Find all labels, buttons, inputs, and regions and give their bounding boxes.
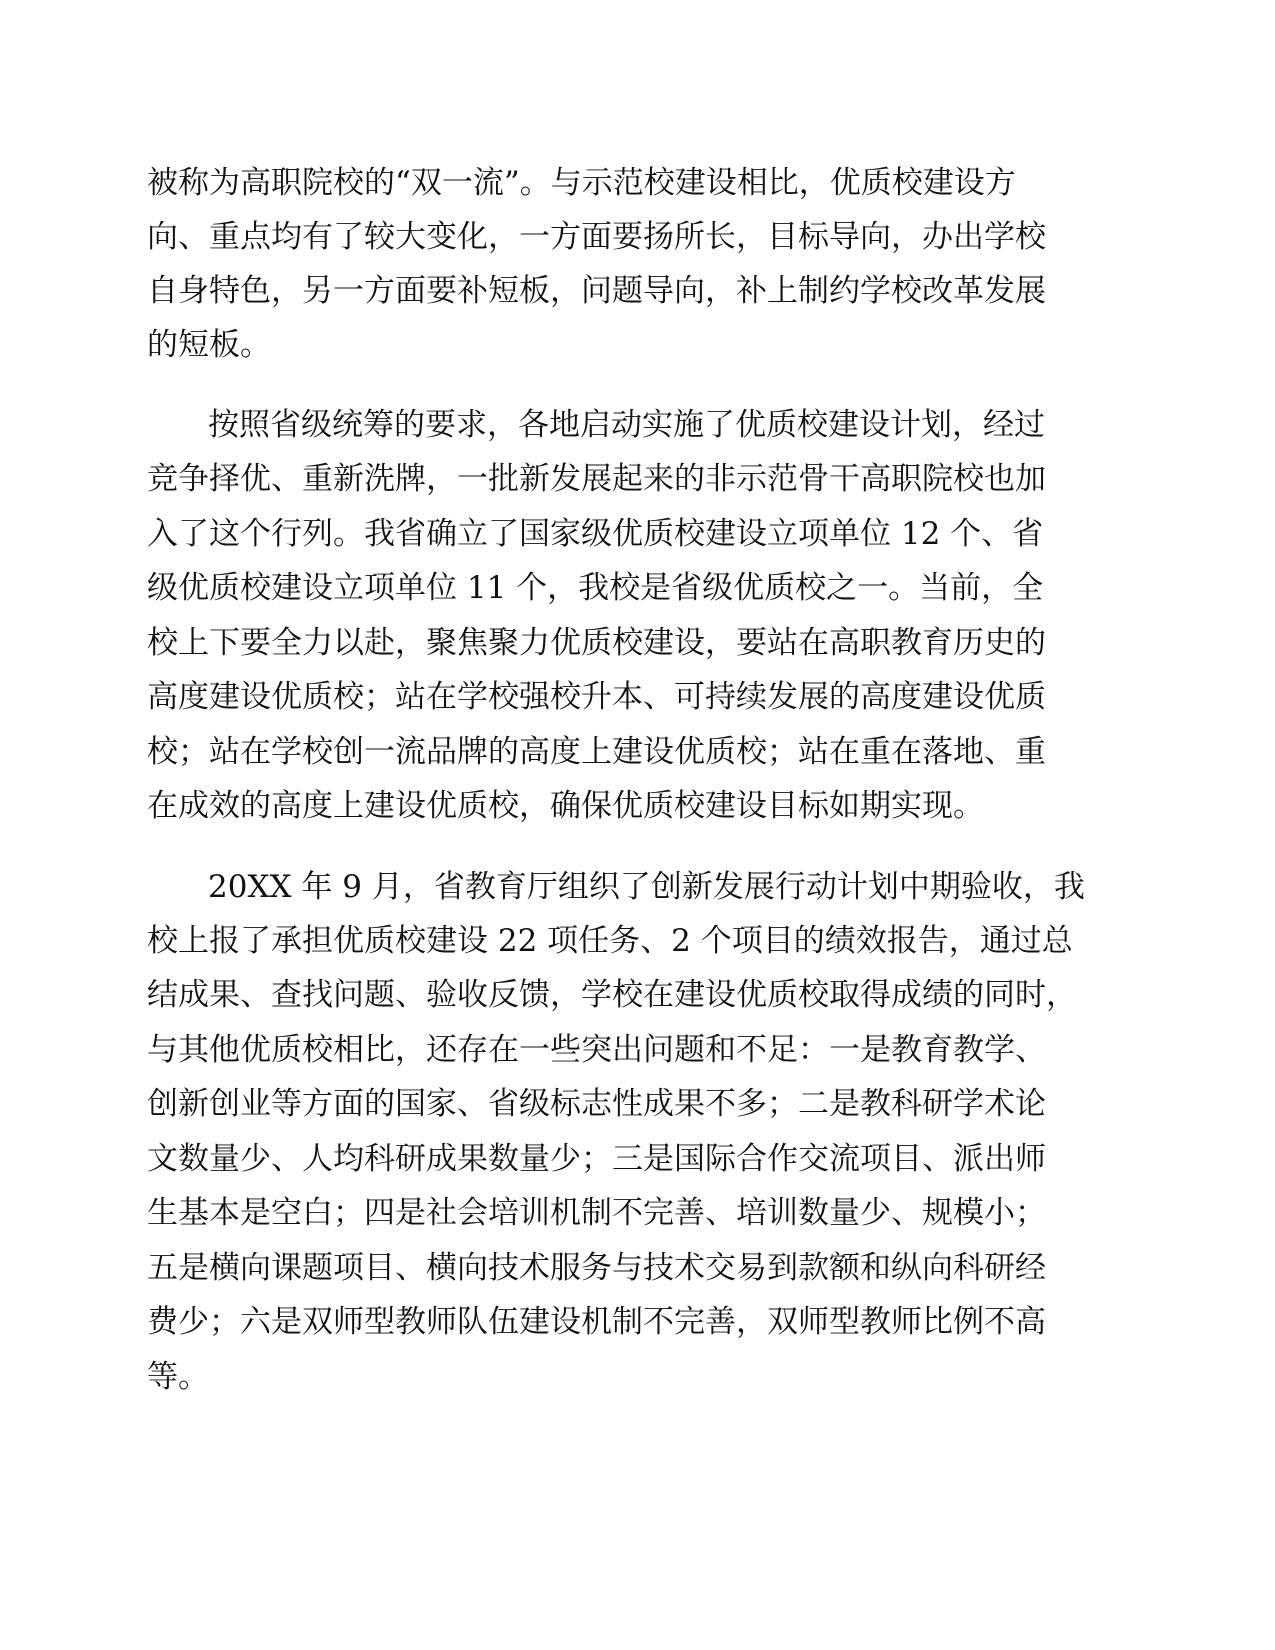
- body-text-line: [0, 1188, 1275, 1238]
- body-text-line: [0, 970, 1275, 1020]
- line-text: 高度建设优质校；站在学校强校升本、可持续发展的高度建设优质: [147, 679, 1046, 715]
- body-text-line: [0, 454, 1275, 504]
- line-text: 等。: [147, 1359, 209, 1395]
- body-text-line: [0, 400, 1275, 450]
- line-text: 竞争择优、重新洗牌，一批新发展起来的非示范骨干高职院校也加: [147, 461, 1046, 497]
- line-text: 在成效的高度上建设优质校，确保优质校建设目标如期实现。: [147, 788, 984, 824]
- body-text-line: [0, 158, 1275, 208]
- line-text: 自身特色，另一方面要补短板，问题导向，补上制约学校改革发展: [147, 273, 1046, 309]
- body-text-line: [0, 1079, 1275, 1129]
- line-text: 五是横向课题项目、横向技术服务与技术交易到款额和纵向科研经: [147, 1250, 1046, 1286]
- line-text: 费少；六是双师型教师队伍建设机制不完善，双师型教师比例不高: [147, 1304, 1046, 1340]
- line-text: 生基本是空白；四是社会培训机制不完善、培训数量少、规模小；: [147, 1195, 1046, 1231]
- line-text: 入了这个行列。我省确立了国家级优质校建设立项单位 12 个、省: [147, 516, 1044, 552]
- line-text: 校；站在学校创一流品牌的高度上建设优质校；站在重在落地、重: [147, 734, 1046, 770]
- body-text-line: [0, 563, 1275, 613]
- body-text-line: [0, 916, 1275, 966]
- body-text-line: [0, 1297, 1275, 1347]
- body-text-line: [0, 727, 1275, 777]
- body-text-line: [0, 1352, 1275, 1402]
- line-text: 与其他优质校相比，还存在一些突出问题和不足：一是教育教学、: [147, 1032, 1046, 1068]
- line-text: 结成果、查找问题、验收反馈，学校在建设优质校取得成绩的同时，: [147, 977, 1077, 1013]
- body-text-line: [0, 266, 1275, 316]
- body-text-line: [0, 781, 1275, 831]
- line-text: 被称为高职院校的“双一流”。与示范校建设相比，优质校建设方: [147, 165, 1016, 201]
- line-text: 级优质校建设立项单位 11 个，我校是省级优质校之一。当前，全: [147, 570, 1044, 606]
- body-text-line: [0, 212, 1275, 262]
- body-text-line: [0, 320, 1275, 370]
- body-text-line: [0, 862, 1275, 912]
- line-text: 校上下要全力以赴，聚焦聚力优质校建设，要站在高职教育历史的: [147, 625, 1046, 661]
- body-text-line: [0, 509, 1275, 559]
- body-text-line: [0, 618, 1275, 668]
- line-text: 向、重点均有了较大变化，一方面要扬所长，目标导向，办出学校: [147, 219, 1046, 255]
- body-text-line: [0, 672, 1275, 722]
- line-text: 按照省级统筹的要求，各地启动实施了优质校建设计划，经过: [208, 407, 1045, 443]
- line-text: 创新创业等方面的国家、省级标志性成果不多；二是教科研学术论: [147, 1086, 1046, 1122]
- body-text-line: [0, 1134, 1275, 1184]
- line-text: 校上报了承担优质校建设 22 项任务、2 个项目的绩效报告，通过总: [147, 923, 1073, 959]
- line-text: 文数量少、人均科研成果数量少；三是国际合作交流项目、派出师: [147, 1141, 1046, 1177]
- line-text: 的短板。: [147, 327, 271, 363]
- line-text: 20XX 年 9 月，省教育厅组织了创新发展行动计划中期验收，我: [208, 869, 1085, 905]
- body-text-line: [0, 1025, 1275, 1075]
- body-text-line: [0, 1243, 1275, 1293]
